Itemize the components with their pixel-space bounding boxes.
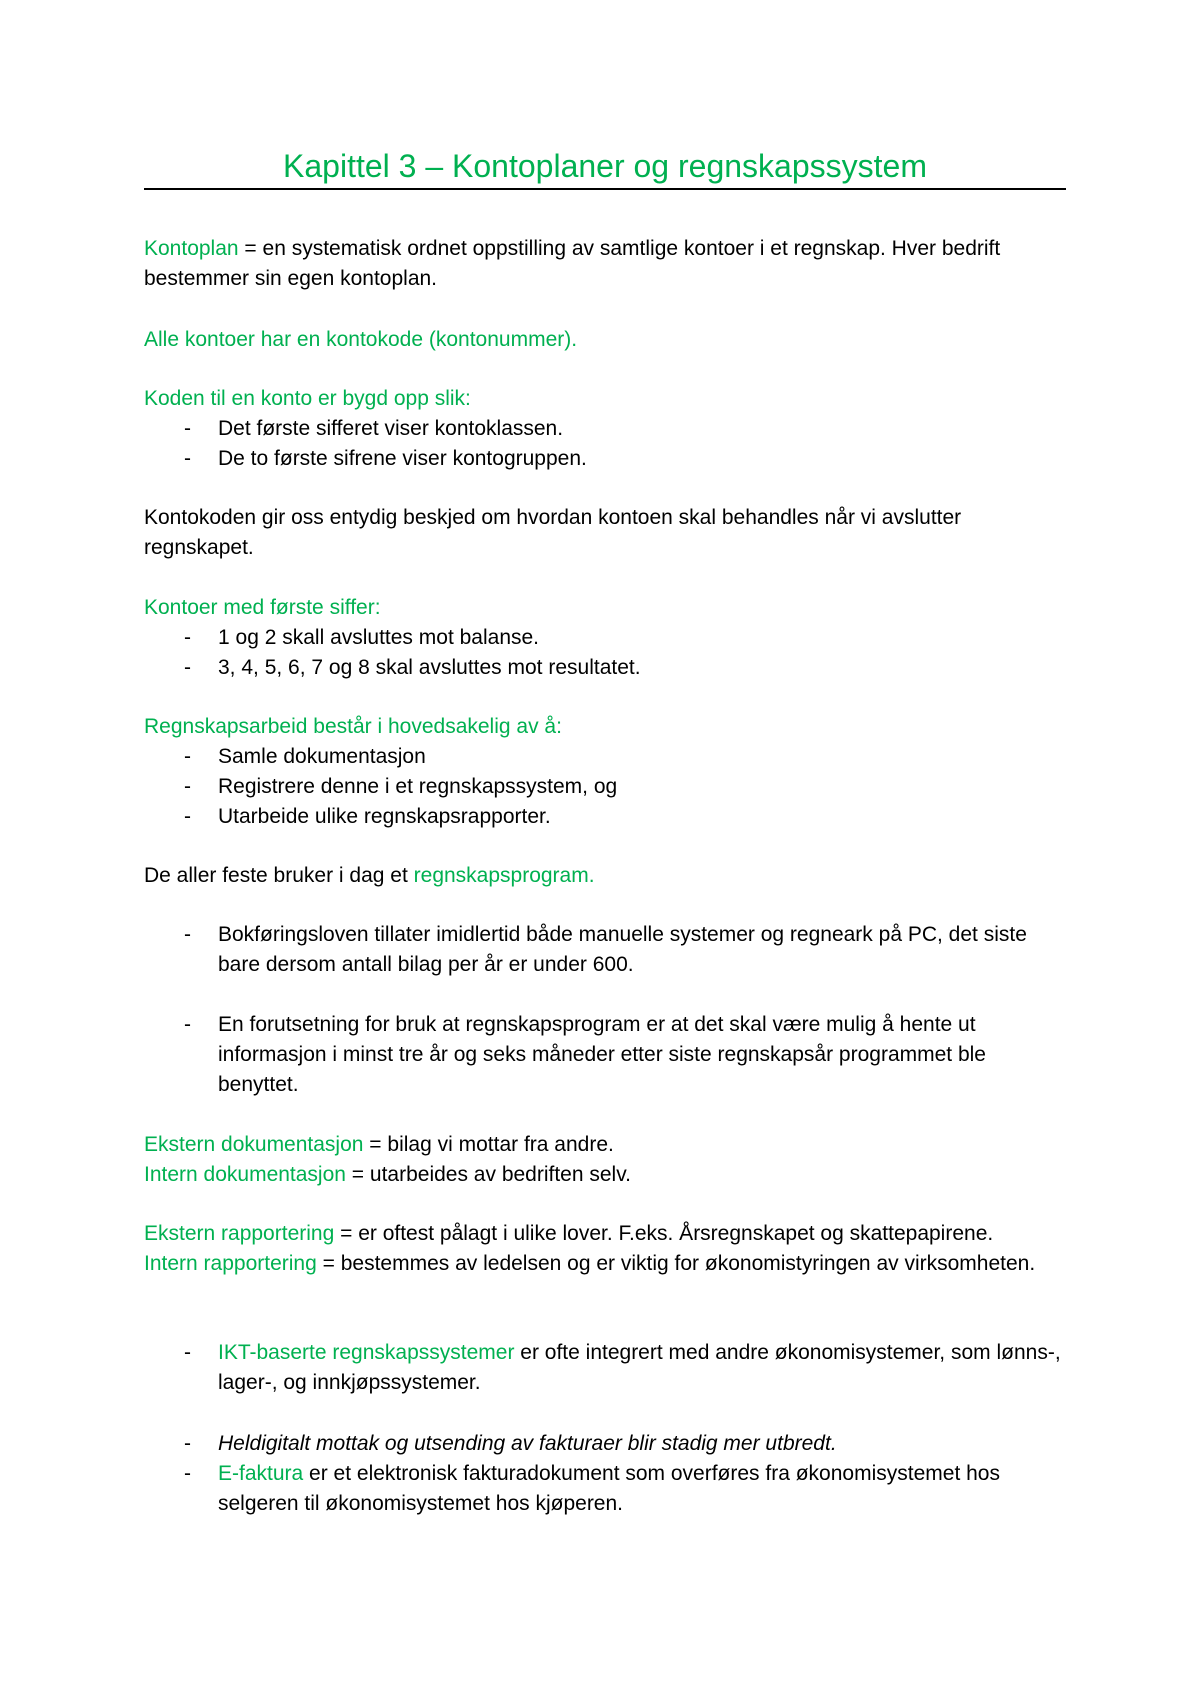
term-e-faktura: E-faktura [218,1462,304,1485]
definition-text: = en systematisk ordnet oppstilling av samtlige kontoer i et regnskap. Hver bedrift bestemmer sin egen kontoplan. [144,237,1001,290]
accounting-program-paragraph: De aller feste bruker i dag et regnskapsprogram. [144,864,595,887]
reporting-definitions: Ekstern rapportering = er oftest pålagt i ulike lover. F.eks. Årsregnskapet og skattepapirene. Intern rapportering = bestemmes av ledelsen og er viktig for økonomistyringen av virksomheten. [144,1222,1036,1275]
list-item: - De to første sifrene viser kontogruppen. [184,447,587,470]
term-regnskapsprogram: regnskapsprogram. [413,864,595,887]
page-title: Kapittel 3 – Kontoplaner og regnskapssystem [283,148,927,184]
list-item: - 1 og 2 skall avsluttes mot balanse. [184,626,540,649]
ikt-systems-list [144,1338,1064,1398]
term-ikt-baserte: IKT-baserte regnskapssystemer [218,1341,515,1364]
term-ekstern-rapportering: Ekstern rapportering [144,1222,335,1245]
section-heading: Regnskapsarbeid består i hovedsakelig av å: [144,715,562,738]
list-item: - E-faktura er et elektronisk fakturadokument som overføres fra økonomisystemet hos selgeren til økonomisystemet hos kjøperen. [184,1462,1000,1515]
kontokode-paragraph: Kontokoden gir oss entydig beskjed om hvordan kontoen skal behandles når vi avslutter regnskapet. [144,506,962,559]
list-item: - 3, 4, 5, 6, 7 og 8 skal avsluttes mot resultatet. [184,656,641,679]
list-item: - Registrere denne i et regnskapssystem, og [184,775,618,798]
term-intern-rapportering: Intern rapportering [144,1252,317,1275]
list-item: - Utarbeide ulike regnskapsrapporter. [184,805,551,828]
title-underline [144,188,1066,190]
bookkeeping-list [144,920,1064,980]
program-requirement-list [144,1010,1064,1100]
list-item: - Det første sifferet viser kontoklassen. [184,417,564,440]
kontoplan-definition [144,234,1064,294]
list-item: - En forutsetning for bruk at regnskapsprogram er at det skal være mulig å hente ut informasjon i minst tre år og seks måneder etter siste regnskapsår programmet ble benyttet. [184,1013,986,1096]
list-item: - Bokføringsloven tillater imidlertid både manuelle systemer og regneark på PC, det siste bare dersom antall bilag per år er under 600. [184,923,1027,976]
term-intern-dokumentasjon: Intern dokumentasjon [144,1163,346,1186]
term-kontoplan: Kontoplan [144,237,239,260]
first-digit-section [144,593,1064,683]
term-ekstern-dokumentasjon: Ekstern dokumentasjon [144,1133,364,1156]
code-structure-section [144,384,1064,474]
accounting-work-section [144,712,1064,832]
list-item: - IKT-baserte regnskapssystemer er ofte integrert med andre økonomisystemer, som lønns-, lager-, og innkjøpssystemer. [184,1341,1061,1394]
section-heading: Kontoer med første siffer: [144,596,381,619]
section-heading: Koden til en konto er bygd opp slik: [144,387,471,410]
list-item: - Heldigitalt mottak og utsending av fakturaer blir stadig mer utbredt. [184,1432,837,1455]
kontokode-statement: Alle kontoer har en kontokode (kontonummer). [144,328,578,351]
e-invoice-list [144,1429,1064,1519]
list-item: - Samle dokumentasjon [184,745,426,768]
documentation-definitions: Ekstern dokumentasjon = bilag vi mottar fra andre. Intern dokumentasjon = utarbeides av bedriften selv. [144,1133,631,1186]
